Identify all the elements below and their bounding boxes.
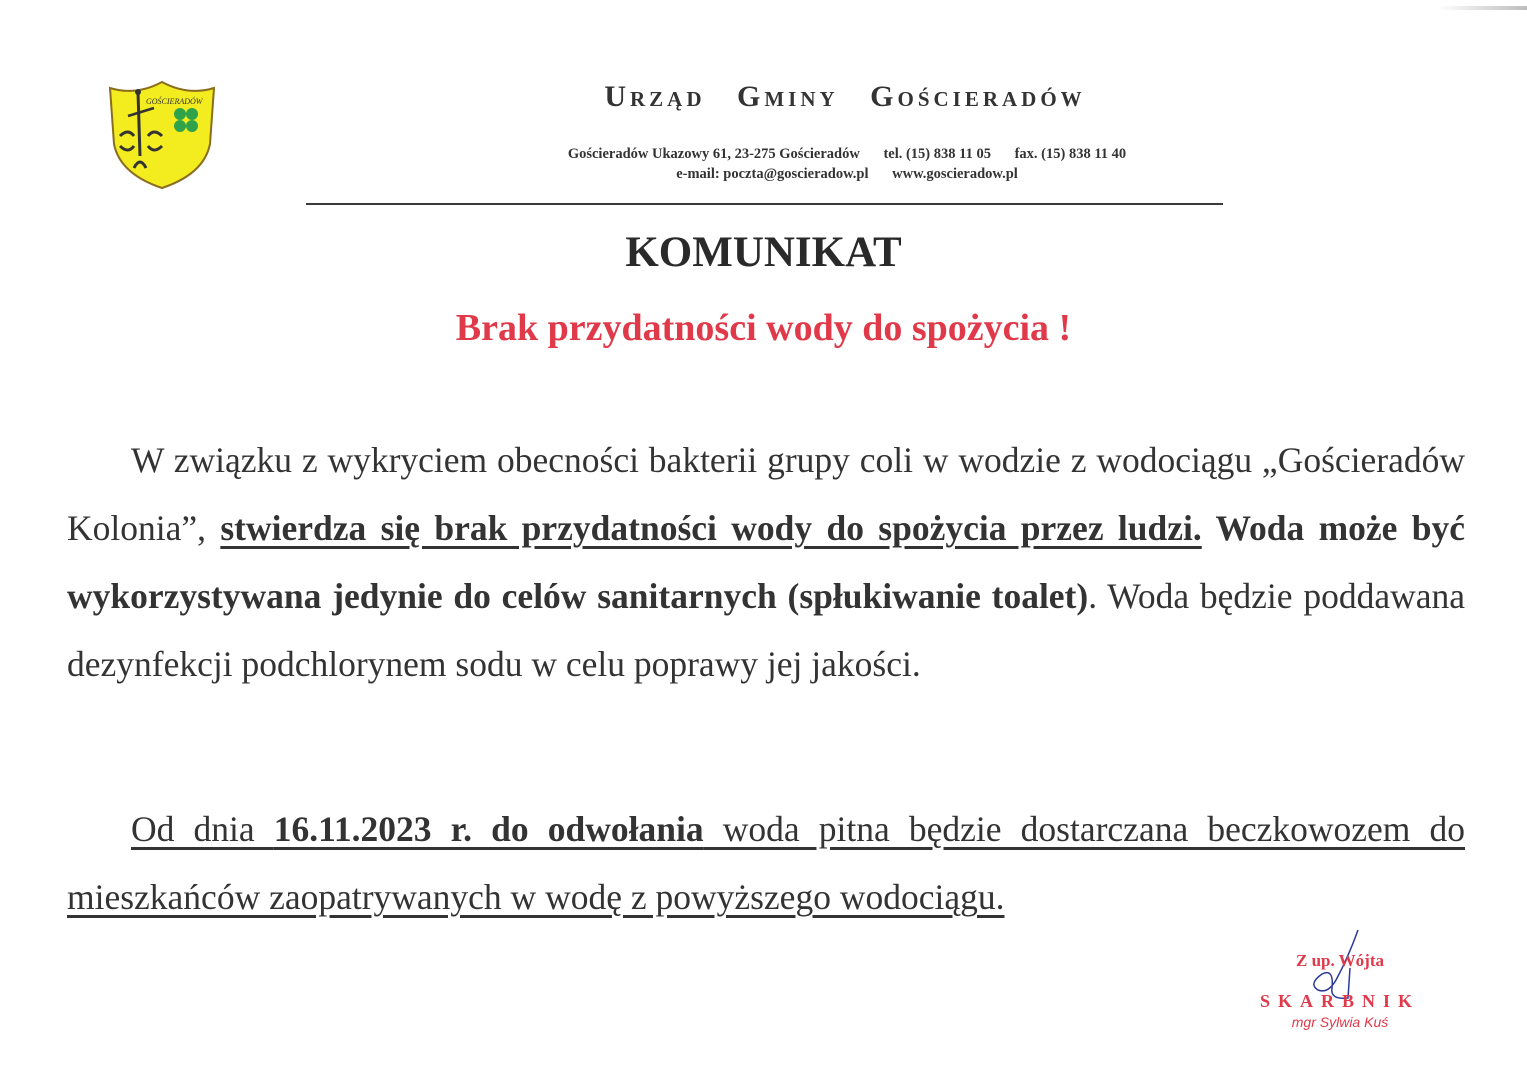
header-divider <box>306 203 1223 205</box>
letterhead-title <box>0 80 1527 114</box>
signature-on-behalf: Z up. Wójta <box>1295 951 1384 970</box>
document-subtitle: Brak przydatności wody do spożycia ! <box>455 307 1072 349</box>
delivery-prefix: Od dnia <box>131 809 274 849</box>
paragraph-notice <box>67 426 1465 698</box>
notice-usage: Woda może być wykorzystywana jedynie do celów sanitarnych (spłukiwanie toalet) <box>67 508 1465 616</box>
address: Gościeradów Ukazowy 61, 23-275 Gościeradów <box>567 146 860 162</box>
scan-edge-artifact <box>1437 6 1527 10</box>
delivery-details: woda pitna będzie dostarczana beczkowozem do mieszkańców zaopatrywanych w wodę z powyższego wodociągu. <box>67 809 1465 917</box>
email-link[interactable]: e-mail: poczta@goscieradow.pl <box>676 166 869 182</box>
delivery-date: 16.11.2023 r. do odwołania <box>273 809 704 849</box>
notice-disinfection: . Woda będzie poddawana dezynfekcji podchlorynem sodu w celu poprawy jej jakości. <box>67 576 1465 684</box>
document-title: KOMUNIKAT <box>625 229 902 276</box>
title-word: Urząd <box>604 80 706 113</box>
letterhead-contact <box>0 144 1527 184</box>
notice-intro: W związku z wykryciem obecności bakterii grupy coli w wodzie z wodociągu „Gościeradów Kolonia”, <box>67 440 1465 548</box>
phone: tel. (15) 838 11 05 <box>883 146 991 162</box>
signature-role: SKARBNIK <box>1259 991 1421 1011</box>
signature-block <box>1255 945 1425 1030</box>
website-link[interactable]: www.goscieradow.pl <box>892 166 1018 182</box>
title-word: Gościeradów <box>870 80 1086 113</box>
fax: fax. (15) 838 11 40 <box>1014 146 1127 162</box>
title-word: Gminy <box>736 80 839 113</box>
paragraph-delivery <box>67 795 1465 931</box>
notice-finding: stwierdza się brak przydatności wody do spożycia przez ludzi. <box>220 508 1202 548</box>
signatory-name: mgr Sylwia Kuś <box>1291 1014 1389 1030</box>
crest-label: GOŚCIERADÓW <box>146 97 203 106</box>
